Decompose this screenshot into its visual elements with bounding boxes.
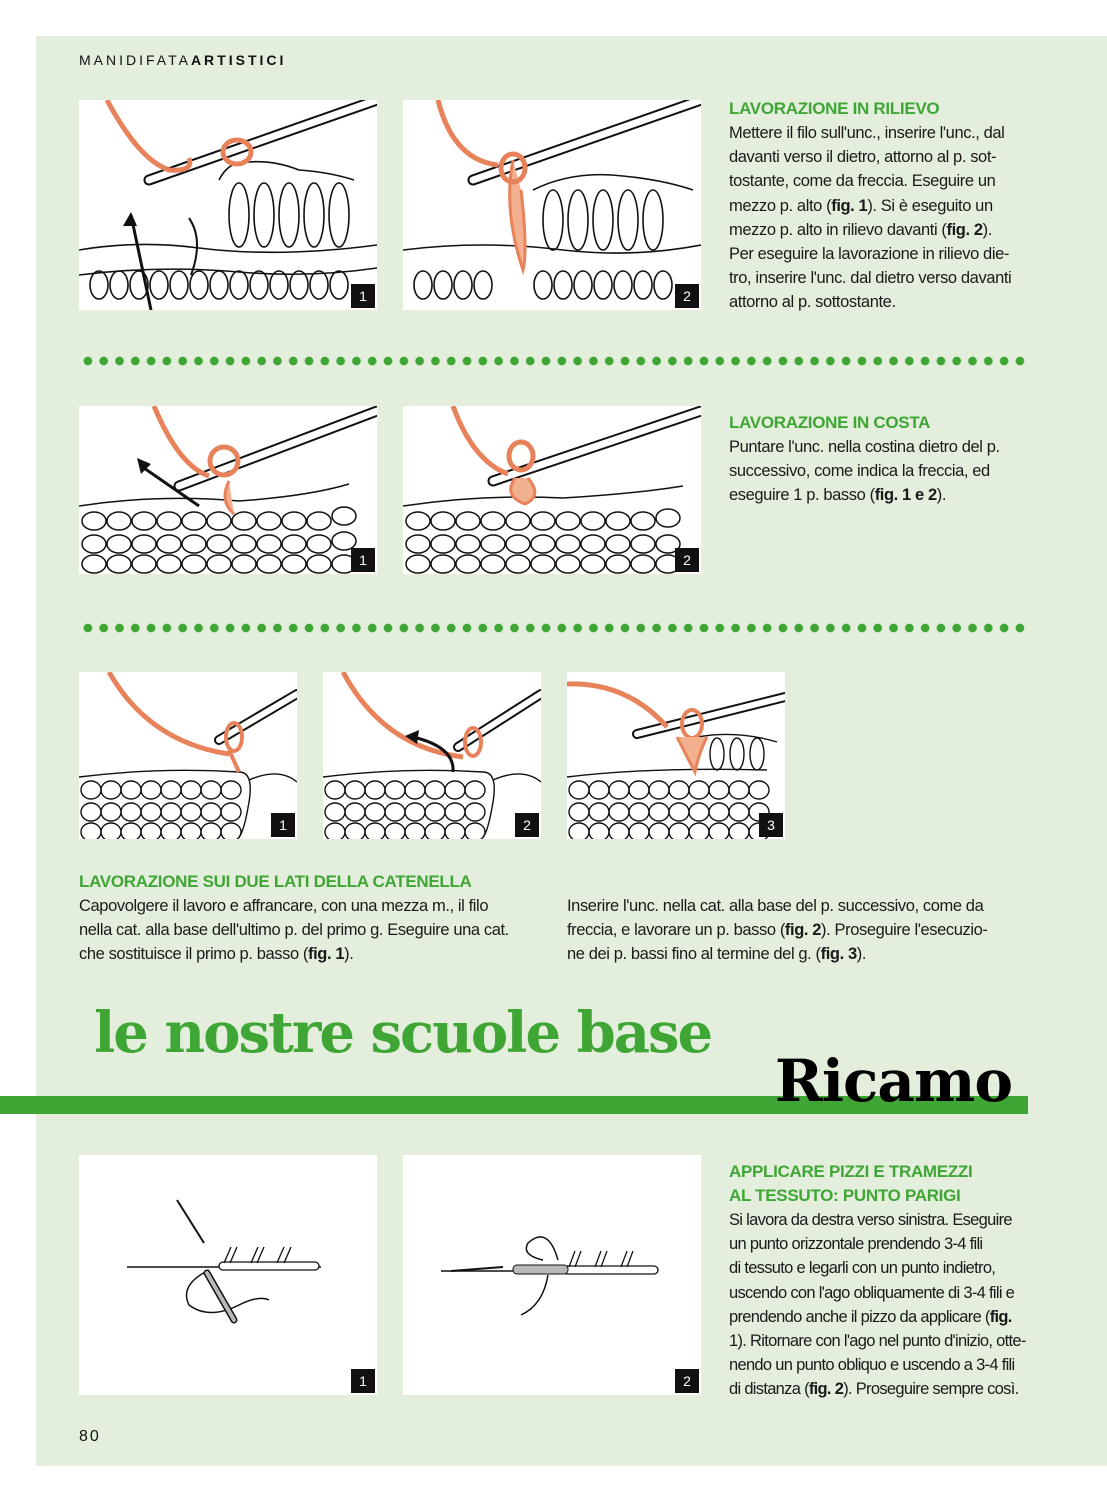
figure-parigi-1 <box>79 1155 377 1395</box>
section-title-catenella: LAVORAZIONE SUI DUE LATI DELLA CATENELLA <box>79 872 472 891</box>
figure-number: 1 <box>351 1369 375 1393</box>
figure-number: 1 <box>271 813 295 837</box>
needle-icon <box>177 1200 204 1243</box>
figure-catenella-1 <box>79 672 297 839</box>
figure-number: 1 <box>351 284 375 308</box>
section-text-catenella-col2: Inserire l'unc. nella cat. alla base del p. successivo, come da freccia, e lavorare un p. basso (fig. 2). Proseguire l'esecuzio- ne dei p. bassi fino al termine del g. (fig. 3). <box>567 897 988 964</box>
dotted-divider <box>80 623 1028 633</box>
figure-parigi-2 <box>403 1155 701 1395</box>
figure-rilievo-2 <box>403 100 701 310</box>
figure-costa-1 <box>79 406 377 574</box>
section-text-catenella-col1: Capovolgere il lavoro e affrancare, con una mezza m., il filo nella cat. alla base dell'ultimo p. del primo g. Eseguire una cat. che sostituisce il primo p. basso (fig. 1). <box>79 897 509 964</box>
magazine-header: MANIDIFATAARTISTICI <box>79 52 287 68</box>
section-title-rilievo: LAVORAZIONE IN RILIEVO <box>729 99 940 118</box>
section-text-costa: Puntare l'unc. nella costina dietro del p. successivo, come indica la freccia, ed eseguire 1 p. basso (fig. 1 e 2). <box>729 438 1000 505</box>
figure-rilievo-1 <box>79 100 377 310</box>
figure-number: 2 <box>675 548 699 572</box>
figure-catenella-3 <box>567 672 785 839</box>
dotted-divider <box>80 356 1028 366</box>
arrow-icon <box>413 737 453 772</box>
section-text-parigi: Si lavora da destra verso sinistra. Eseguire un punto orizzontale prendendo 3-4 fili di tessuto e legarli con un punto indietro, uscendo con l'ago obliquamente di 3-4 fili e prendendo anche il pizzo da applicare (fig. 1). Ritornare con l'ago nel punto d'inizio, otte- nendo un punto obliquo e uscendo a 3-4 fili di distanza (fig. 2). Proseguire sempre così. <box>729 1211 1026 1399</box>
category-title: Ricamo <box>774 1047 1012 1115</box>
figure-number: 1 <box>351 548 375 572</box>
figure-number: 2 <box>675 1369 699 1393</box>
section-title-parigi: APPLICARE PIZZI E TRAMEZZI AL TESSUTO: PUNTO PARIGI <box>729 1162 973 1205</box>
figure-number: 2 <box>515 813 539 837</box>
series-title: le nostre scuole base <box>94 1000 712 1066</box>
section-text-rilievo: Mettere il filo sull'unc., inserire l'unc., dal davanti verso il dietro, attorno al p. sot- tostante, come da freccia. Eseguire un mezzo p. alto (fig. 1). Si è eseguito un mezzo p. alto in rilievo davanti (fig. 2). Per eseguire la lavorazione in rilievo die- tro, inserire l'unc. dal dietro verso davanti attorno al p. sottostante. <box>729 124 1012 312</box>
figure-catenella-2 <box>323 672 541 839</box>
figure-number: 3 <box>759 813 783 837</box>
figure-number: 2 <box>675 284 699 308</box>
page-number: 80 <box>79 1428 101 1445</box>
figure-costa-2 <box>403 406 701 574</box>
section-title-costa: LAVORAZIONE IN COSTA <box>729 413 931 432</box>
